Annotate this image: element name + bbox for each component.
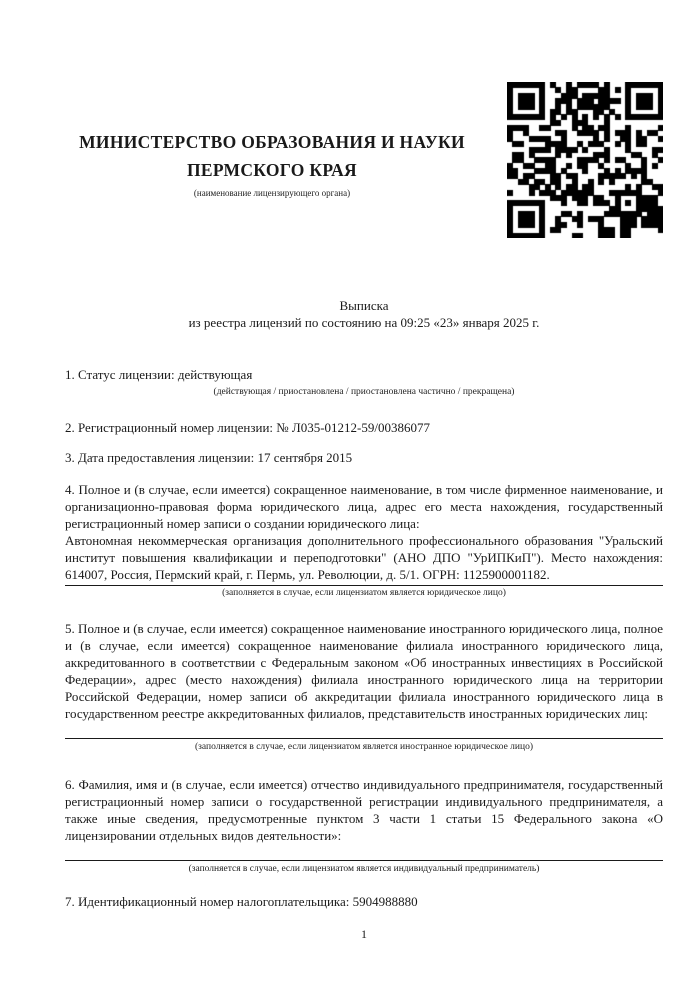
- legal-entity-note: (заполняется в случае, если лицензиатом является юридическое лицо): [222, 588, 506, 598]
- ministry-caption: (наименование лицензирующего органа): [193, 188, 351, 198]
- ministry-name-line1: МИНИСТЕРСТВО ОБРАЗОВАНИЯ И НАУКИ: [79, 132, 465, 152]
- field-license-date: 3. Дата предоставления лицензии: 17 сентября 2015: [65, 450, 353, 465]
- license-status-note: (действующая / приостановлена / приостановлена частично / прекращена): [213, 387, 515, 397]
- document-title: Выписка: [339, 298, 389, 313]
- field-license-status: [65, 366, 663, 398]
- foreign-entity-underline: [65, 738, 663, 739]
- individual-entrepreneur-underline: [65, 860, 663, 861]
- ministry-name-line2: ПЕРМСКОГО КРАЯ: [187, 160, 357, 180]
- license-status-text: 1. Статус лицензии: действующая: [65, 367, 253, 382]
- document-subtitle: из реестра лицензий по состоянию на 09:25 «23» января 2025 г.: [188, 315, 540, 330]
- page-number: 1: [361, 927, 367, 941]
- individual-entrepreneur-note: (заполняется в случае, если лицензиатом является индивидуальный предприниматель): [188, 864, 540, 874]
- field-legal-entity: [65, 481, 663, 599]
- field-taxpayer-number: 7. Идентификационный номер налогоплательщика: 5904988880: [65, 894, 418, 909]
- field-foreign-entity: [65, 620, 663, 753]
- licensing-authority-header: [62, 128, 482, 199]
- field-registration-number: 2. Регистрационный номер лицензии: № Л035-01212-59/00386077: [65, 420, 431, 435]
- field-individual-entrepreneur: [65, 776, 663, 875]
- foreign-entity-label: 5. Полное и (в случае, если имеется) сокращенное наименование иностранного юридического лица, полное и (в случае, если имеется) сокращенное наименование филиала иностранного юридического лица, аккредитованного в соответствии с Федеральным законом «Об иностранных инвестициях в Российской Федерации», адрес (место нахождения) филиала иностранного юридического лица на территории Российской Федерации, номер записи об аккредитации филиала иностранного юридического лица в государственном реестре аккредитованных филиалов, представительств иностранных юридических лиц:: [65, 621, 663, 721]
- foreign-entity-note: (заполняется в случае, если лицензиатом является иностранное юридическое лицо): [195, 742, 533, 752]
- qr-code: [507, 82, 663, 238]
- legal-entity-label: 4. Полное и (в случае, если имеется) сокращенное наименование, в том числе фирменное наименование, и организационно-правовая форма юридического лица, адрес его места нахождения, государственный регистрационный номер записи о создании юридического лица:: [65, 482, 663, 531]
- document-title-block: [65, 297, 663, 331]
- legal-entity-underline: [65, 585, 663, 586]
- individual-entrepreneur-label: 6. Фамилия, имя и (в случае, если имеется) отчество индивидуального предпринимателя, государственный регистрационный номер записи о государственной регистрации индивидуального предпринимателя, а также иные сведения, предусмотренные пунктом 3 части 1 статьи 15 Федерального закона «О лицензировании отдельных видов деятельности»:: [65, 777, 663, 843]
- legal-entity-value: Автономная некоммерческая организация дополнительного профессионального образования "Уральский институт повышения квалификации и переподготовки" (АНО ДПО "УрИПКиП"). Место нахождения: 614007, Россия, Пермский край, г. Пермь, ул. Революции, д. 5/1. ОГРН: 1125900001182.: [65, 533, 663, 582]
